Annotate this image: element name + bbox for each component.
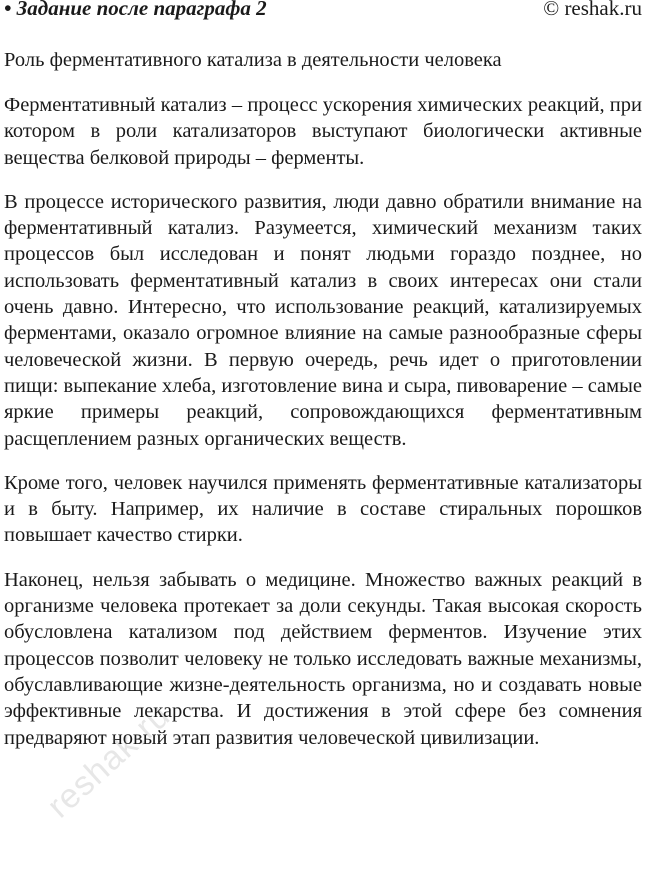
paragraph: В процессе исторического развития, люди давно обратили внимание на ферментативный катализ. Разумеется, химический механизм таких процессов был исследован и понят людьми гораздо позднее, но использовать ферментативный катализ в своих интересах они стали очень давно. Интересно, что использование реакций, катализируемых ферментами, оказало огромное влияние на самые разнообразные сферы человеческой жизни. В первую очередь, речь идет о приготовлении пищи: выпекание хлеба, изготовление вина и сыра, пивоварение – самые яркие примеры реакций, сопровождающихся ферментативным расщеплением разных органических веществ.: [4, 190, 642, 450]
document-page: [4, 0, 642, 751]
task-heading: • Задание после параграфа 2: [4, 0, 267, 20]
watermark-logo: reshak.ru: [40, 696, 178, 826]
paragraph: Кроме того, человек научился применять ферментативные катализаторы и в быту. Например, их наличие в составе стиральных порошков повышает качество стирки.: [4, 471, 642, 547]
paragraph: Наконец, нельзя забывать о медицине. Множество важных реакций в организме человека протекает за доли секунды. Такая высокая скорость обусловлена катализом под действием ферментов. Изучение этих процессов позволит человеку не только исследовать важные механизмы, обуславливающие жизне-деятельность организма, но и создавать новые эффективные лекарства. И достижения в этой сфере без сомнения предваряют новый этап развития человеческой цивилизации.: [4, 568, 642, 749]
copyright-label: © reshak.ru: [543, 0, 642, 20]
paragraph: Ферментативный катализ – процесс ускорения химических реакций, при котором в роли катализаторов выступают биологически активные вещества белковой природы – ферменты.: [4, 94, 642, 169]
page-header: [4, 0, 642, 26]
document-title: Роль ферментативного катализа в деятельности человека: [4, 49, 502, 71]
